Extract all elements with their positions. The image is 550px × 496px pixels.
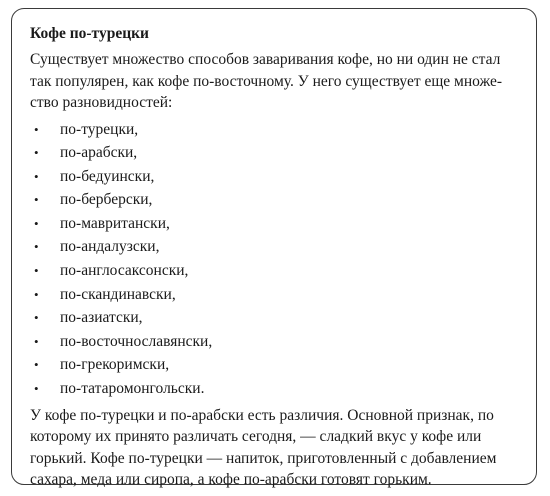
bullet-icon: • <box>34 357 39 373</box>
variety-list <box>30 118 522 401</box>
list-item <box>30 188 522 212</box>
list-item <box>30 377 522 401</box>
list-item-text: по-андалузски, <box>60 238 160 256</box>
box-title: Кофе по-турецки <box>30 25 149 42</box>
list-item <box>30 212 522 236</box>
outro-line: У кофе по-турецки и по-арабски есть различия. Основной признак, по <box>30 406 494 424</box>
outro-line: сахара, меда или сиропа, а кофе по-арабски готовят горьким. <box>30 471 432 489</box>
list-item-text: по-турецки, <box>60 120 139 138</box>
bullet-icon: • <box>34 239 39 255</box>
list-item <box>30 118 522 142</box>
bullet-icon: • <box>34 381 39 397</box>
bullet-icon: • <box>34 286 39 302</box>
outro-paragraph <box>30 405 522 491</box>
list-item-text: по-скандинавски, <box>60 285 176 303</box>
bullet-icon: • <box>34 215 39 231</box>
list-item <box>30 165 522 189</box>
list-item-text: по-арабски, <box>60 144 138 162</box>
list-item <box>30 353 522 377</box>
intro-line: ство разновидностей: <box>30 94 173 111</box>
list-item <box>30 259 522 283</box>
list-item-text: по-берберски, <box>60 191 153 209</box>
list-item <box>30 141 522 165</box>
bullet-icon: • <box>34 168 39 184</box>
bullet-icon: • <box>34 310 39 326</box>
list-item-text: по-англосаксонски, <box>60 262 189 280</box>
outro-line: которому их принято различать сегодня, — сладкий вкус у кофе или <box>30 428 482 446</box>
list-item-text: по-грекоримски, <box>60 356 170 374</box>
list-item-text: по-бедуински, <box>60 167 155 185</box>
outro-line: горький. Кофе по-турецки — напиток, приготовленный с добавлением <box>30 449 497 467</box>
bullet-icon: • <box>34 145 39 161</box>
bullet-icon: • <box>34 121 39 137</box>
box-content <box>30 24 522 491</box>
intro-paragraph <box>30 49 522 114</box>
bullet-icon: • <box>34 192 39 208</box>
intro-line: так популярен, как кофе по-восточному. У него существует еще множе- <box>30 72 503 90</box>
list-item <box>30 283 522 307</box>
list-item <box>30 235 522 259</box>
list-item-text: по-татаромонгольски. <box>60 380 205 398</box>
intro-line: Существует множество способов заваривания кофе, но ни один не стал <box>30 51 501 68</box>
list-item-text: по-азиатски, <box>60 309 143 327</box>
bullet-icon: • <box>34 333 39 349</box>
list-item-text: по-восточнославянски, <box>60 332 213 350</box>
list-item <box>30 306 522 330</box>
list-item-text: по-мавритански, <box>60 214 170 232</box>
list-item <box>30 330 522 354</box>
bullet-icon: • <box>34 263 39 279</box>
